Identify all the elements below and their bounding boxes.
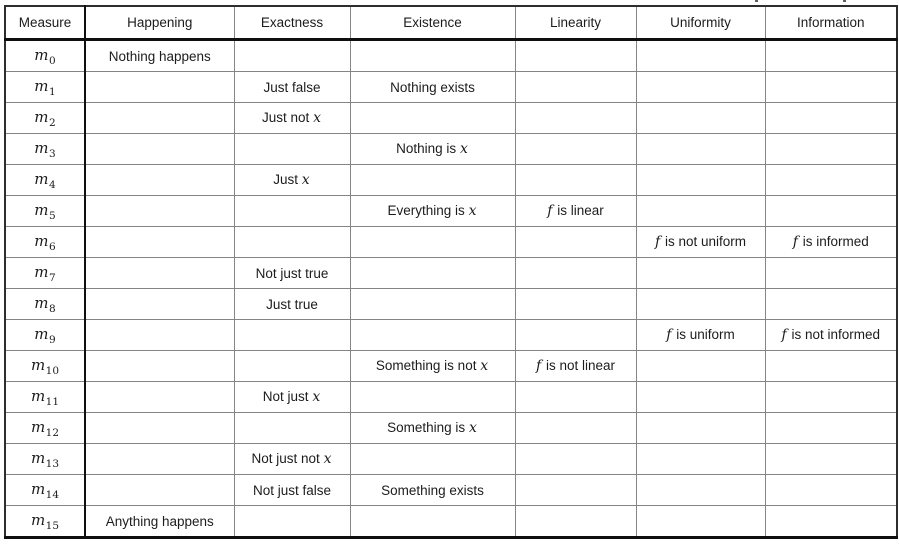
- information-cell: [765, 475, 897, 506]
- measure-label: $m_{14}$: [5, 475, 85, 506]
- exactness-cell: [234, 196, 350, 227]
- uniformity-cell: f is not uniform: [636, 227, 765, 258]
- linearity-cell: [515, 40, 636, 72]
- table-row: [5, 413, 897, 444]
- table-row: [5, 351, 897, 382]
- linearity-cell: [515, 475, 636, 506]
- linearity-cell: [515, 413, 636, 444]
- happening-cell: [85, 382, 234, 413]
- existence-cell: [350, 258, 515, 289]
- information-cell: [765, 258, 897, 289]
- happening-cell: [85, 475, 234, 506]
- information-cell: f is not informed: [765, 320, 897, 351]
- table-row: [5, 134, 897, 165]
- table-row: [5, 475, 897, 506]
- happening-cell: [85, 165, 234, 196]
- table-row: [5, 103, 897, 134]
- linearity-cell: [515, 320, 636, 351]
- exactness-cell: [234, 506, 350, 538]
- information-cell: [765, 382, 897, 413]
- existence-cell: Nothing is x: [350, 134, 515, 165]
- uniformity-cell: [636, 413, 765, 444]
- measure-label: $m_7$: [5, 258, 85, 289]
- linearity-cell: [515, 227, 636, 258]
- existence-cell: Everything is x: [350, 196, 515, 227]
- uniformity-cell: [636, 382, 765, 413]
- information-cell: [765, 351, 897, 382]
- happening-cell: [85, 196, 234, 227]
- linearity-cell: [515, 382, 636, 413]
- uniformity-cell: [636, 258, 765, 289]
- measure-label: $m_1$: [5, 72, 85, 103]
- linearity-cell: [515, 444, 636, 475]
- existence-cell: [350, 506, 515, 538]
- happening-cell: Nothing happens: [85, 40, 234, 72]
- happening-cell: [85, 320, 234, 351]
- uniformity-cell: [636, 165, 765, 196]
- measure-label: $m_{15}$: [5, 506, 85, 538]
- happening-cell: [85, 289, 234, 320]
- exactness-cell: [234, 227, 350, 258]
- measure-label: $m_{10}$: [5, 351, 85, 382]
- existence-cell: [350, 40, 515, 72]
- column-header-linearity: Linearity: [515, 6, 636, 40]
- exactness-cell: Just not x: [234, 103, 350, 134]
- linearity-cell: [515, 506, 636, 538]
- happening-cell: Anything happens: [85, 506, 234, 538]
- happening-cell: [85, 258, 234, 289]
- measure-label: $m_5$: [5, 196, 85, 227]
- exactness-cell: Not just true: [234, 258, 350, 289]
- information-cell: [765, 40, 897, 72]
- table-row: [5, 196, 897, 227]
- column-header-exactness: Exactness: [234, 6, 350, 40]
- existence-cell: [350, 320, 515, 351]
- column-header-happening: Happening: [85, 6, 234, 40]
- header-row: [5, 6, 897, 40]
- uniformity-cell: [636, 134, 765, 165]
- uniformity-cell: [636, 103, 765, 134]
- information-cell: [765, 72, 897, 103]
- table-row: [5, 289, 897, 320]
- measure-label: $m_8$: [5, 289, 85, 320]
- table-row: [5, 227, 897, 258]
- exactness-cell: [234, 40, 350, 72]
- exactness-cell: Not just x: [234, 382, 350, 413]
- existence-cell: Something is not x: [350, 351, 515, 382]
- existence-cell: [350, 165, 515, 196]
- exactness-cell: [234, 320, 350, 351]
- existence-cell: [350, 227, 515, 258]
- exactness-cell: [234, 351, 350, 382]
- measure-label: $m_{12}$: [5, 413, 85, 444]
- exactness-cell: [234, 413, 350, 444]
- measures-table: [4, 5, 898, 539]
- information-cell: f is informed: [765, 227, 897, 258]
- cropped-text-remnant: [755, 0, 758, 2]
- uniformity-cell: [636, 475, 765, 506]
- information-cell: [765, 289, 897, 320]
- column-header-information: Information: [765, 6, 897, 40]
- measure-label: $m_{11}$: [5, 382, 85, 413]
- linearity-cell: [515, 258, 636, 289]
- uniformity-cell: [636, 444, 765, 475]
- measure-label: $m_9$: [5, 320, 85, 351]
- information-cell: [765, 444, 897, 475]
- uniformity-cell: [636, 196, 765, 227]
- measure-label: $m_6$: [5, 227, 85, 258]
- exactness-cell: [234, 134, 350, 165]
- table-row: [5, 72, 897, 103]
- information-cell: [765, 165, 897, 196]
- existence-cell: Nothing exists: [350, 72, 515, 103]
- linearity-cell: [515, 134, 636, 165]
- measure-label: $m_3$: [5, 134, 85, 165]
- table-row: [5, 506, 897, 538]
- exactness-cell: Just true: [234, 289, 350, 320]
- linearity-cell: f is linear: [515, 196, 636, 227]
- table-row: [5, 40, 897, 72]
- table-row: [5, 444, 897, 475]
- uniformity-cell: [636, 40, 765, 72]
- happening-cell: [85, 444, 234, 475]
- table-row: [5, 320, 897, 351]
- measure-label: $m_2$: [5, 103, 85, 134]
- linearity-cell: [515, 289, 636, 320]
- information-cell: [765, 506, 897, 538]
- information-cell: [765, 134, 897, 165]
- existence-cell: Something exists: [350, 475, 515, 506]
- happening-cell: [85, 413, 234, 444]
- information-cell: [765, 196, 897, 227]
- table-row: [5, 382, 897, 413]
- happening-cell: [85, 351, 234, 382]
- column-header-measure: Measure: [5, 6, 85, 40]
- happening-cell: [85, 103, 234, 134]
- uniformity-cell: [636, 506, 765, 538]
- measure-label: $m_{13}$: [5, 444, 85, 475]
- information-cell: [765, 413, 897, 444]
- measure-label: $m_4$: [5, 165, 85, 196]
- exactness-cell: Just x: [234, 165, 350, 196]
- linearity-cell: [515, 165, 636, 196]
- uniformity-cell: f is uniform: [636, 320, 765, 351]
- information-cell: [765, 103, 897, 134]
- happening-cell: [85, 134, 234, 165]
- uniformity-cell: [636, 351, 765, 382]
- measure-label: $m_0$: [5, 40, 85, 72]
- existence-cell: [350, 382, 515, 413]
- happening-cell: [85, 227, 234, 258]
- existence-cell: Something is x: [350, 413, 515, 444]
- table-row: [5, 258, 897, 289]
- uniformity-cell: [636, 72, 765, 103]
- column-header-existence: Existence: [350, 6, 515, 40]
- table-row: [5, 165, 897, 196]
- linearity-cell: [515, 103, 636, 134]
- column-header-uniformity: Uniformity: [636, 6, 765, 40]
- happening-cell: [85, 72, 234, 103]
- uniformity-cell: [636, 289, 765, 320]
- linearity-cell: [515, 72, 636, 103]
- existence-cell: [350, 444, 515, 475]
- existence-cell: [350, 289, 515, 320]
- cropped-text-remnant: [843, 0, 846, 2]
- exactness-cell: Not just false: [234, 475, 350, 506]
- existence-cell: [350, 103, 515, 134]
- exactness-cell: Not just not x: [234, 444, 350, 475]
- exactness-cell: Just false: [234, 72, 350, 103]
- linearity-cell: f is not linear: [515, 351, 636, 382]
